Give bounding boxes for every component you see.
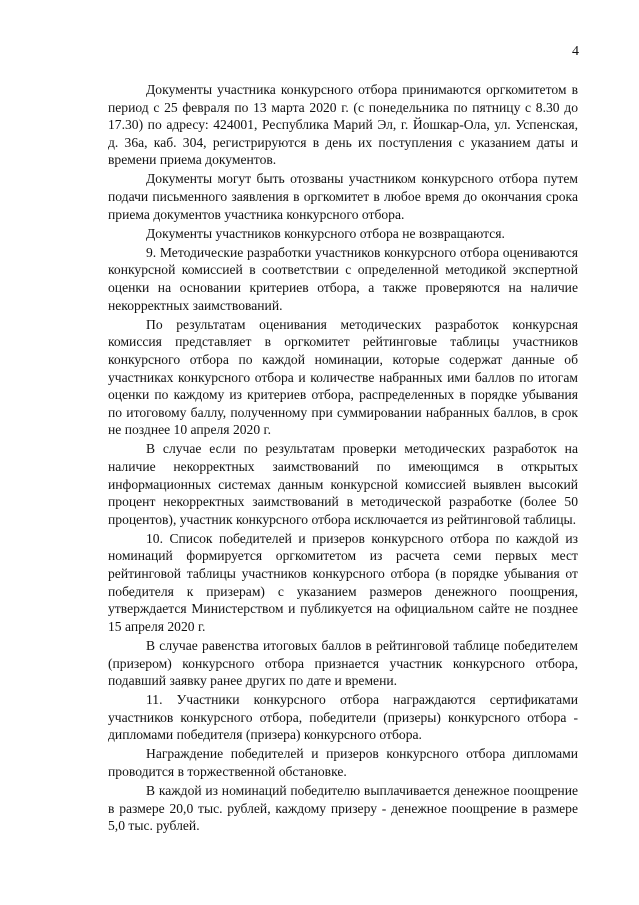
- document-body: [108, 81, 578, 835]
- paragraph-cash-prizes: В каждой из номинаций победителю выплачивается денежное поощрение в размере 20,0 тыс. рублей, каждому призеру - денежное поощрение в размере 5,0 тыс. рублей.: [108, 783, 578, 834]
- paragraph-documents-not-returned: Документы участников конкурсного отбора не возвращаются.: [146, 225, 505, 241]
- paragraph-award-ceremony: Награждение победителей и призеров конкурсного отбора дипломами проводится в торжественной обстановке.: [108, 746, 578, 780]
- page-number: 4: [572, 44, 579, 59]
- paragraph-documents-withdrawal: Документы могут быть отозваны участником конкурсного отбора путем подачи письменного заявления в оргкомитет в любое время до окончания срока приема документов участника конкурсного отбора.: [108, 171, 578, 222]
- paragraph-equal-scores: В случае равенства итоговых баллов в рейтинговой таблице победителем (призером) конкурсного отбора признается участник конкурсного отбора, подавший заявку ранее других по дате и времени.: [108, 637, 578, 689]
- paragraph-item-10: 10. Список победителей и призеров конкурсного отбора по каждой из номинаций формируется оргкомитетом из расчета семи первых мест рейтинговой таблицы участников конкурсного отбора (в порядке убывания от победителя к призерам) с указанием размеров денежного поощрения, утверждается Министерством и публикуется на официальном сайте не позднее 15 апреля 2020 г.: [108, 530, 578, 634]
- paragraph-item-9: 9. Методические разработки участников конкурсного отбора оцениваются конкурсной комиссией в соответствии с определенной методикой экспертной оценки на основании критериев отбора, а также проверяются на наличие некорректных заимствований.: [108, 244, 578, 313]
- paragraph-item-11: 11. Участники конкурсного отбора награждаются сертификатами участников конкурсного отбора, победители (призеры) конкурсного отбора - дипломами победителя (призера) конкурсного отбора.: [108, 692, 578, 743]
- paragraph-rating-tables: По результатам оценивания методических разработок конкурсная комиссия представляет в оргкомитет рейтинговые таблицы участников конкурсного отбора по каждой номинации, которые содержат данные об участниках конкурсного отбора и количестве набранных ими баллов по итогам оценки по каждому из критериев отбора, распределенных в порядке убывания по итоговому баллу, полученному при суммировании набранных баллов, в срок не позднее 10 апреля 2020 г.: [108, 316, 578, 438]
- paragraph-documents-acceptance: Документы участника конкурсного отбора принимаются оргкомитетом в период с 25 февраля по 13 марта 2020 г. (с понедельника по пятницу с 8.30 до 17.30) по адресу: 424001, Республика Марий Эл, г. Йошкар-Ола, ул. Успенская, д. 36а, каб. 304, регистрируются в день их поступления с указанием даты и времени приема документов.: [108, 82, 578, 168]
- paragraph-incorrect-borrowings: В случае если по результатам проверки методических разработок на наличие некорректных заимствований по имеющимся в открытых информационных системах данным конкурсной комиссией выявлен высокий процент некорректных заимствований в методической разработке (более 50 процентов), участник конкурсного отбора исключается из рейтинговой таблицы.: [108, 441, 578, 527]
